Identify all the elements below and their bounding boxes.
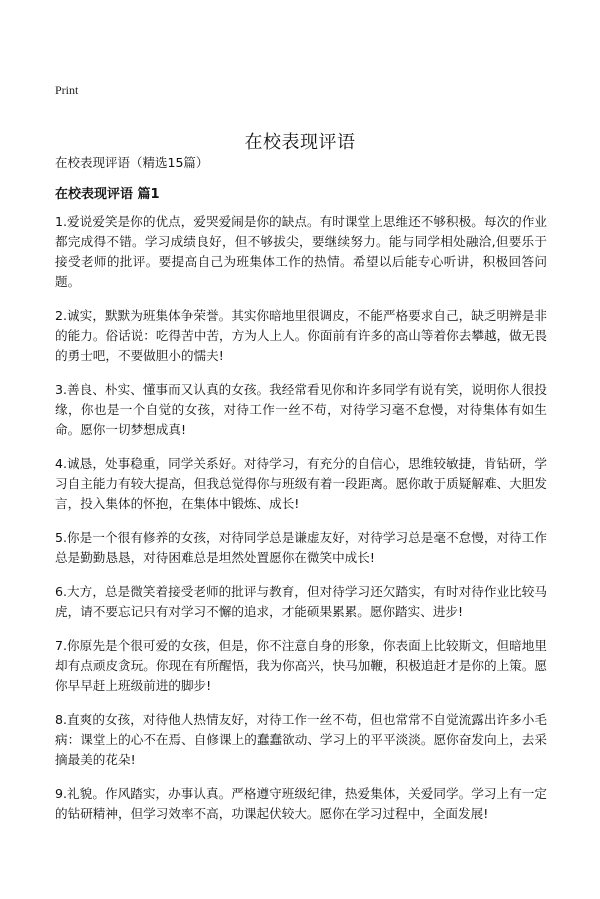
paragraph: 6.大方，总是微笑着接受老师的批评与教育，但对待学习还欠踏实，有时对待作业比较马虎，请不要忘记只有对学习不懈的追求，才能硕果累累。愿你踏实、进步! [55, 584, 547, 619]
paragraph: 1.爱说爱笑是你的优点，爱哭爱闹是你的缺点。有时课堂上思维还不够积极。每次的作业都完成得不错。学习成绩良好，但不够拔尖，要继续努力。能与同学相处融洽,但要乐于接受老师的批评。要提高自己为班集体工作的热情。希望以后能专心听讲，积极回答问题。 [55, 214, 547, 289]
paragraph: 4.诚恳，处事稳重，同学关系好。对待学习，有充分的自信心，思维较敏捷，肯钻研，学习自主能力有较大提高，但我总觉得你与班级有着一段距离。愿你敢于质疑解难、大胆发言，投入集体的怀抱，在集体中锻炼、成长! [55, 456, 547, 511]
document-subtitle: 在校表现评语（精选15篇） [55, 155, 209, 170]
paragraph: 2.诚实，默默为班集体争荣誉。其实你暗地里很调皮，不能严格要求自己，缺乏明辨是非的能力。俗话说：吃得苦中苦，方为人上人。你面前有许多的高山等着你去攀越，做无畏的勇士吧，不要做胆小的懦夫! [55, 308, 547, 363]
paragraph: 8.直爽的女孩，对待他人热情友好，对待工作一丝不苟，但也常常不自觉流露出许多小毛病：课堂上的心不在焉、自修课上的蠢蠢欲动、学习上的平平淡淡。愿你奋发向上，去采摘最美的花朵! [55, 712, 547, 767]
paragraph: 5.你是一个很有修养的女孩，对待同学总是谦虚友好，对待学习总是毫不怠慢，对待工作总是勤勤恳恳，对待困难总是坦然处置愿你在微笑中成长! [55, 530, 547, 565]
paragraph: 7.你原先是个很可爱的女孩，但是，你不注意自身的形象，你表面上比较斯文，但暗地里却有点顽皮贪玩。你现在有所醒悟，我为你高兴，快马加鞭，积极追赶才是你的上策。愿你早早赶上班级前进的脚步! [55, 638, 547, 693]
print-label: Print [55, 83, 79, 97]
paragraph: 3.善良、朴实、懂事而又认真的女孩。我经常看见你和许多同学有说有笑，说明你人很投缘，你也是一个自觉的女孩，对待工作一丝不苟，对待学习毫不怠慢，对待集体有如生命。愿你一切梦想成真! [55, 382, 547, 437]
page-title: 在校表现评语 [244, 132, 356, 154]
paragraph-list [55, 212, 547, 838]
paragraph: 9.礼貌。作风踏实，办事认真。严格遵守班级纪律，热爱集体，关爱同学。学习上有一定的钻研精神，但学习效率不高，功课起伏较大。愿你在学习过程中，全面发展! [55, 786, 547, 821]
section-heading: 在校表现评语 篇1 [55, 187, 160, 202]
